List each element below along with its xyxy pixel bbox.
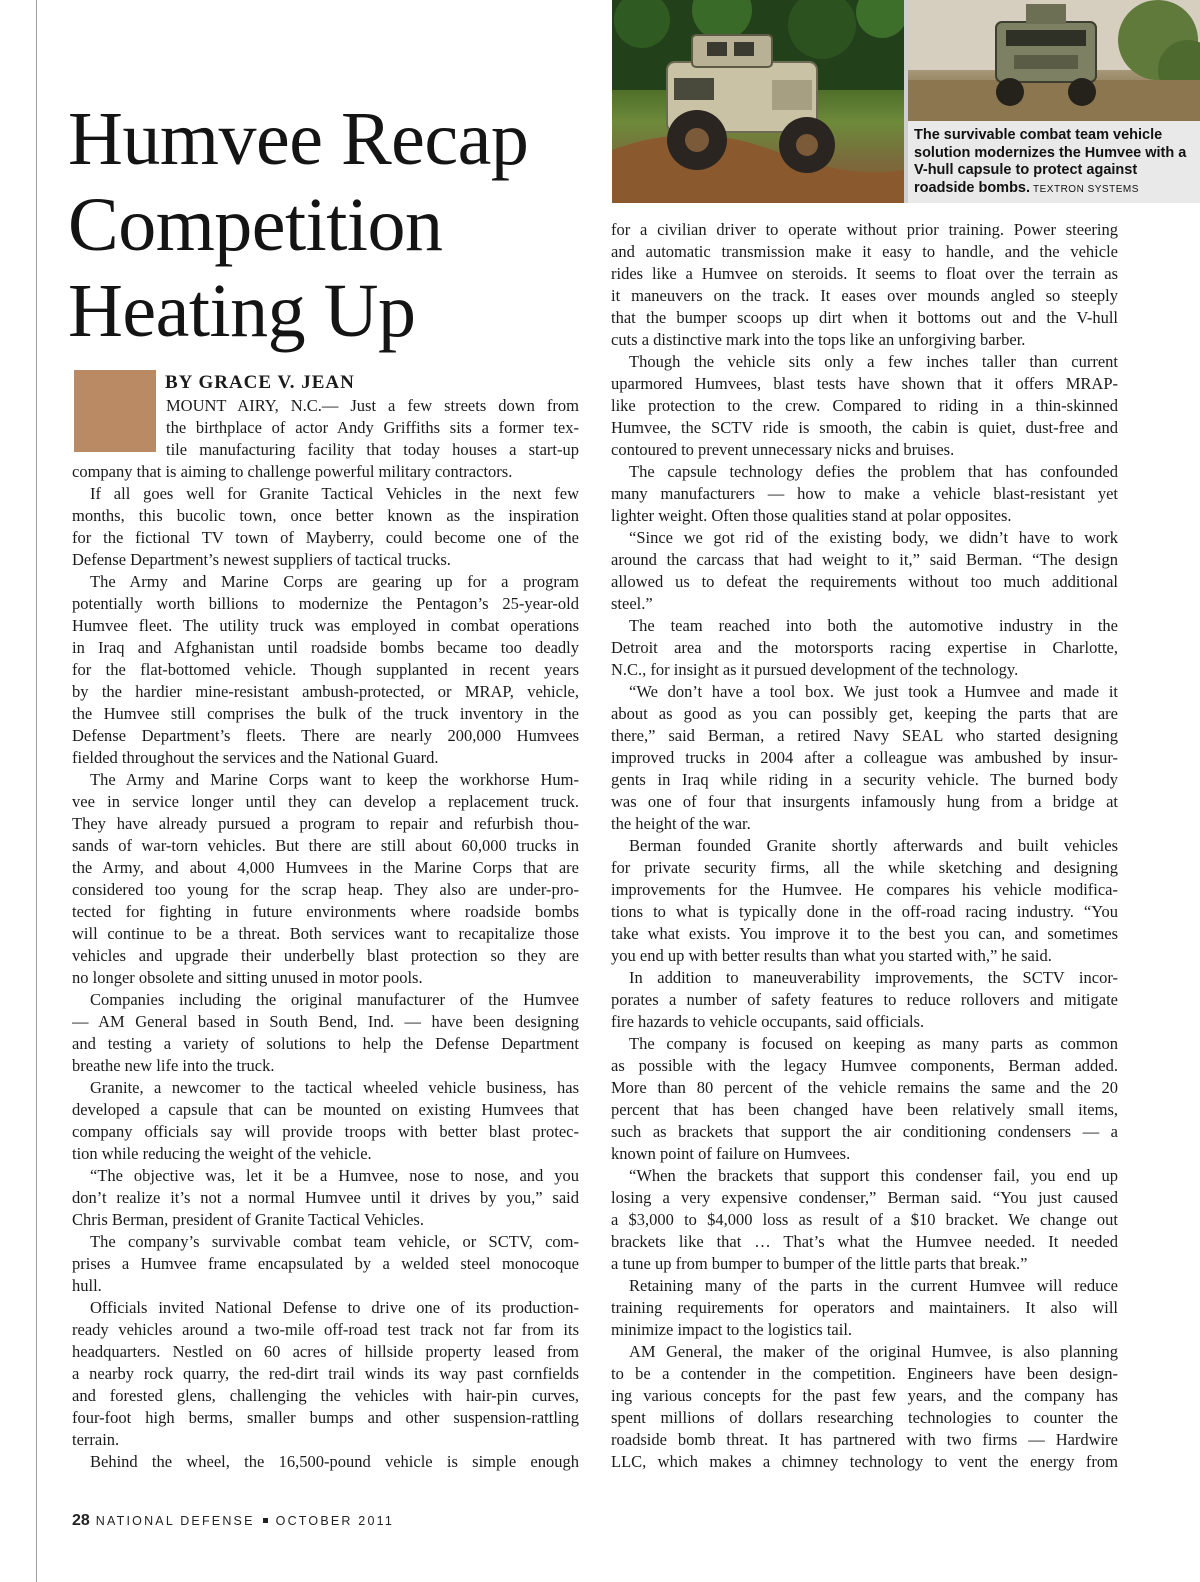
text-line: four-foot high berms, smaller bumps and other suspension-rattling — [72, 1408, 579, 1427]
text-line: Retaining many of the parts in the current Humvee will reduce — [629, 1276, 1118, 1295]
text-line: rides like a Humvee on steroids. It seems to float over the terrain as — [611, 264, 1118, 283]
text-line: for the flat-bottomed vehicle. Though supplanted in recent years — [72, 660, 579, 679]
text-line: “When the brackets that support this condenser fail, you end up — [629, 1166, 1118, 1185]
text-line: gents in Iraq while riding in a security vehicle. The burned body — [611, 770, 1118, 789]
headline-line-3: Heating Up — [68, 269, 416, 353]
text-line: in Iraq and Afghanistan until roadside bombs became too deadly — [72, 638, 579, 657]
text-line: ready vehicles around a two-mile off-road test track not far from its — [72, 1320, 579, 1339]
humvee-illustration-left — [612, 0, 904, 203]
text-line: Companies including the original manufacturer of the Humvee — [90, 990, 579, 1009]
text-line: a nearby rock quarry, the red-dirt trail winds its way past cornfields — [72, 1364, 579, 1383]
text-line: steel.” — [611, 594, 653, 613]
text-line: MOUNT AIRY, N.C.— Just a few streets down from — [166, 396, 579, 415]
text-line: The Army and Marine Corps are gearing up for a program — [90, 572, 579, 591]
text-line: porates a number of safety features to reduce rollovers and mitigate — [611, 990, 1118, 1009]
text-line: uparmored Humvees, blast tests have shown that it offers MRAP- — [611, 374, 1118, 393]
text-line: as possible with the legacy Humvee components, Berman added. — [611, 1056, 1118, 1075]
text-line: More than 80 percent of the vehicle remains the same and the 20 — [611, 1078, 1118, 1097]
text-line: was one of four that insurgents infamously hung from a bridge at — [611, 792, 1118, 811]
text-line: to be a contender in the competition. Engineers have been design- — [611, 1364, 1118, 1383]
text-line: and forested glens, challenging the vehicles with hair-pin curves, — [72, 1386, 579, 1405]
text-line: Detroit area and the motorsports racing expertise in Charlotte, — [611, 638, 1118, 657]
text-line: The company is focused on keeping as many parts as common — [629, 1034, 1118, 1053]
text-line: around the carcass that had weight to it,” said Berman. “The design — [611, 550, 1118, 569]
text-line: terrain. — [72, 1430, 120, 1449]
photo-caption: The survivable combat team vehicle solution modernizes the Humvee with a V-hull capsule to protect against roadside bombs. TEXTRON SYSTEMS — [914, 127, 1187, 196]
text-line: cuts a distinctive mark into the tops like an unforgiving barber. — [611, 330, 1026, 349]
text-line: sands of war-torn vehicles. But there are still about 60,000 trucks in — [72, 836, 579, 855]
humvee-illustration-right — [908, 0, 1200, 121]
photo-strip — [612, 0, 1200, 203]
text-line: such as brackets that support the air conditioning condensers — a — [611, 1122, 1118, 1141]
text-line: AM General, the maker of the original Humvee, is also planning — [629, 1342, 1118, 1361]
text-line: a tune up from bumper to bumper of the little parts that break.” — [611, 1254, 1028, 1273]
text-line: Though the vehicle sits only a few inches taller than current — [629, 352, 1118, 371]
text-line: In addition to maneuverability improvements, the SCTV incor- — [629, 968, 1118, 987]
text-line: Behind the wheel, the 16,500-pound vehicle is simple enough — [90, 1452, 579, 1471]
page-margin-rule — [36, 0, 37, 1582]
headline-line-2: Competition — [68, 183, 443, 267]
text-line: and testing a variety of solutions to help the Defense Department — [72, 1034, 579, 1053]
text-line: it maneuvers on the track. It eases over mounds angled so steeply — [611, 286, 1118, 305]
text-line: vehicles and upgrade their underbelly blast protection so they are — [72, 946, 579, 965]
text-line: If all goes well for Granite Tactical Vehicles in the next few — [90, 484, 579, 503]
text-line: Chris Berman, president of Granite Tactical Vehicles. — [72, 1210, 424, 1229]
text-line: hull. — [72, 1276, 102, 1295]
text-line: “The objective was, let it be a Humvee, nose to nose, and you — [90, 1166, 579, 1185]
text-line: The company’s survivable combat team vehicle, or SCTV, com- — [90, 1232, 579, 1251]
text-line: tile manufacturing facility that today houses a start-up — [166, 440, 579, 459]
text-line: don’t realize it’s not a normal Humvee until it drives by you,” said — [72, 1188, 579, 1207]
humvee-photo-left — [612, 0, 904, 203]
text-line: no longer obsolete and sitting unused in motor pools. — [72, 968, 423, 987]
text-line: losing a very expensive condenser,” Berman said. “You just caused — [611, 1188, 1118, 1207]
text-line: by the hardier mine-resistant ambush-protected, or MRAP, vehicle, — [72, 682, 579, 701]
text-line: the birthplace of actor Andy Griffiths sits a former tex- — [166, 418, 579, 437]
photo-credit: TEXTRON SYSTEMS — [1033, 183, 1139, 195]
text-line: considered too young for the scrap heap. They also are under-pro- — [72, 880, 579, 899]
article-headline — [68, 96, 608, 354]
text-line: contoured to prevent unnecessary nicks and bruises. — [611, 440, 955, 459]
text-line: vee in service longer until they can develop a replacement truck. — [72, 792, 579, 811]
issue-date: OCTOBER 2011 — [275, 1514, 394, 1528]
text-line: the Humvee still comprises the bulk of the truck inventory in the — [72, 704, 579, 723]
text-line: allowed us to defeat the requirements without too much additional — [611, 572, 1118, 591]
left-column-body — [72, 461, 579, 1473]
text-line: prises a Humvee frame encapsulated by a welded steel monocoque — [72, 1254, 579, 1273]
text-line: spent millions of dollars researching technologies to counter the — [611, 1408, 1118, 1427]
humvee-photo-right — [908, 0, 1200, 121]
left-column-lead — [72, 395, 579, 461]
publication-name: NATIONAL DEFENSE — [95, 1514, 255, 1528]
text-line: “Since we got rid of the existing body, we didn’t have to work — [629, 528, 1118, 547]
text-line: improved trucks in 2004 after a colleague was ambushed by insur- — [611, 748, 1118, 767]
text-line: like protection to the crew. Compared to riding in a thin-skinned — [611, 396, 1118, 415]
text-line: and automatic transmission make it easy to handle, and the vehicle — [611, 242, 1118, 261]
text-line: The Army and Marine Corps want to keep the workhorse Hum- — [90, 770, 579, 789]
text-line: Defense Department’s fleets. There are nearly 200,000 Humvees — [72, 726, 579, 745]
page-number: 28 — [72, 1512, 90, 1529]
text-line: tions to what is typically done in the off-road racing industry. “You — [611, 902, 1118, 921]
headline-line-1: Humvee Recap — [68, 97, 529, 181]
text-line: “We don’t have a tool box. We just took a Humvee and made it — [629, 682, 1118, 701]
text-line: months, this bucolic town, once better known as the inspiration — [72, 506, 579, 525]
text-line: tion while reducing the weight of the vehicle. — [72, 1144, 372, 1163]
text-line: Defense Department’s newest suppliers of tactical trucks. — [72, 550, 451, 569]
text-line: fielded throughout the services and the National Guard. — [72, 748, 439, 767]
right-column-body — [611, 219, 1118, 1473]
text-line: there,” said Berman, a retired Navy SEAL who started designing — [611, 726, 1118, 745]
text-line: the Army, and about 4,000 Humvees in the Marine Corps that are — [72, 858, 579, 877]
text-line: Berman founded Granite shortly afterwards and built vehicles — [629, 836, 1118, 855]
text-line: ing various concepts for the past few years, and the company has — [611, 1386, 1118, 1405]
text-line: roadside bomb threat. It has partnered with two firms — Hardwire — [611, 1430, 1118, 1449]
text-line: that the bumper scoops up dirt when it bottoms out and the V-hull — [611, 308, 1118, 327]
text-line: a $3,000 to $4,000 loss as result of a $10 bracket. We change out — [611, 1210, 1118, 1229]
text-line: minimize impact to the logistics tail. — [611, 1320, 853, 1339]
photo-caption-box — [908, 121, 1200, 203]
text-line: Officials invited National Defense to drive one of its production- — [90, 1298, 579, 1317]
text-line: Humvee, the SCTV ride is smooth, the cabin is quiet, dust-free and — [611, 418, 1118, 437]
text-line: brackets like that … That’s what the Humvee needed. It needed — [611, 1232, 1118, 1251]
text-line: — AM General based in South Bend, Ind. — have been designing — [72, 1012, 579, 1031]
text-line: for a civilian driver to operate without prior training. Power steering — [611, 220, 1118, 239]
text-line: headquarters. Nestled on 60 acres of hillside property leased from — [72, 1342, 579, 1361]
text-line: fire hazards to vehicle occupants, said officials. — [611, 1012, 925, 1031]
text-line: company that is aiming to challenge powerful military contractors. — [72, 462, 513, 481]
text-line: The capsule technology defies the problem that has confounded — [629, 462, 1118, 481]
text-line: The team reached into both the automotive industry in the — [629, 616, 1118, 635]
text-line: They have already pursued a program to repair and refurbish thou- — [72, 814, 579, 833]
text-line: will continue to be a threat. Both services want to recapitalize those — [72, 924, 579, 943]
byline: BY GRACE V. JEAN — [165, 372, 355, 393]
text-line: potentially worth billions to modernize the Pentagon’s 25-year-old — [72, 594, 579, 613]
text-line: Granite, a newcomer to the tactical wheeled vehicle business, has — [90, 1078, 579, 1097]
text-line: Humvee fleet. The utility truck was employed in combat operations — [72, 616, 579, 635]
text-line: lighter weight. Often those qualities stand at polar opposites. — [611, 506, 1012, 525]
text-line: take what exists. You improve it to the best you can, and sometimes — [611, 924, 1118, 943]
text-line: for private security firms, all the while sketching and designing — [611, 858, 1118, 877]
text-line: company officials say will provide troops with better blast protec- — [72, 1122, 579, 1141]
text-line: breathe new life into the truck. — [72, 1056, 275, 1075]
text-line: many manufacturers — how to make a vehicle blast-resistant yet — [611, 484, 1118, 503]
text-line: training requirements for operators and maintainers. It also will — [611, 1298, 1118, 1317]
text-line: known point of failure on Humvees. — [611, 1144, 851, 1163]
page-footer — [72, 1512, 394, 1530]
text-line: developed a capsule that can be mounted on existing Humvees that — [72, 1100, 579, 1119]
footer-separator — [263, 1518, 268, 1523]
text-line: tected for fighting in future environments where roadside bombs — [72, 902, 579, 921]
text-line: N.C., for insight as it pursued development of the technology. — [611, 660, 1019, 679]
text-line: you end up with better results than what you started with,” he said. — [611, 946, 1052, 965]
text-line: for the fictional TV town of Mayberry, could become one of the — [72, 528, 579, 547]
text-line: LLC, which makes a chimney technology to vent the energy from — [611, 1452, 1118, 1471]
text-line: improvements for the Humvee. He compares his vehicle modifica- — [611, 880, 1118, 899]
text-line: about as good as you can possibly get, keeping the parts that are — [611, 704, 1118, 723]
text-line: the height of the war. — [611, 814, 751, 833]
text-line: percent that has been changed have been relatively small items, — [611, 1100, 1118, 1119]
